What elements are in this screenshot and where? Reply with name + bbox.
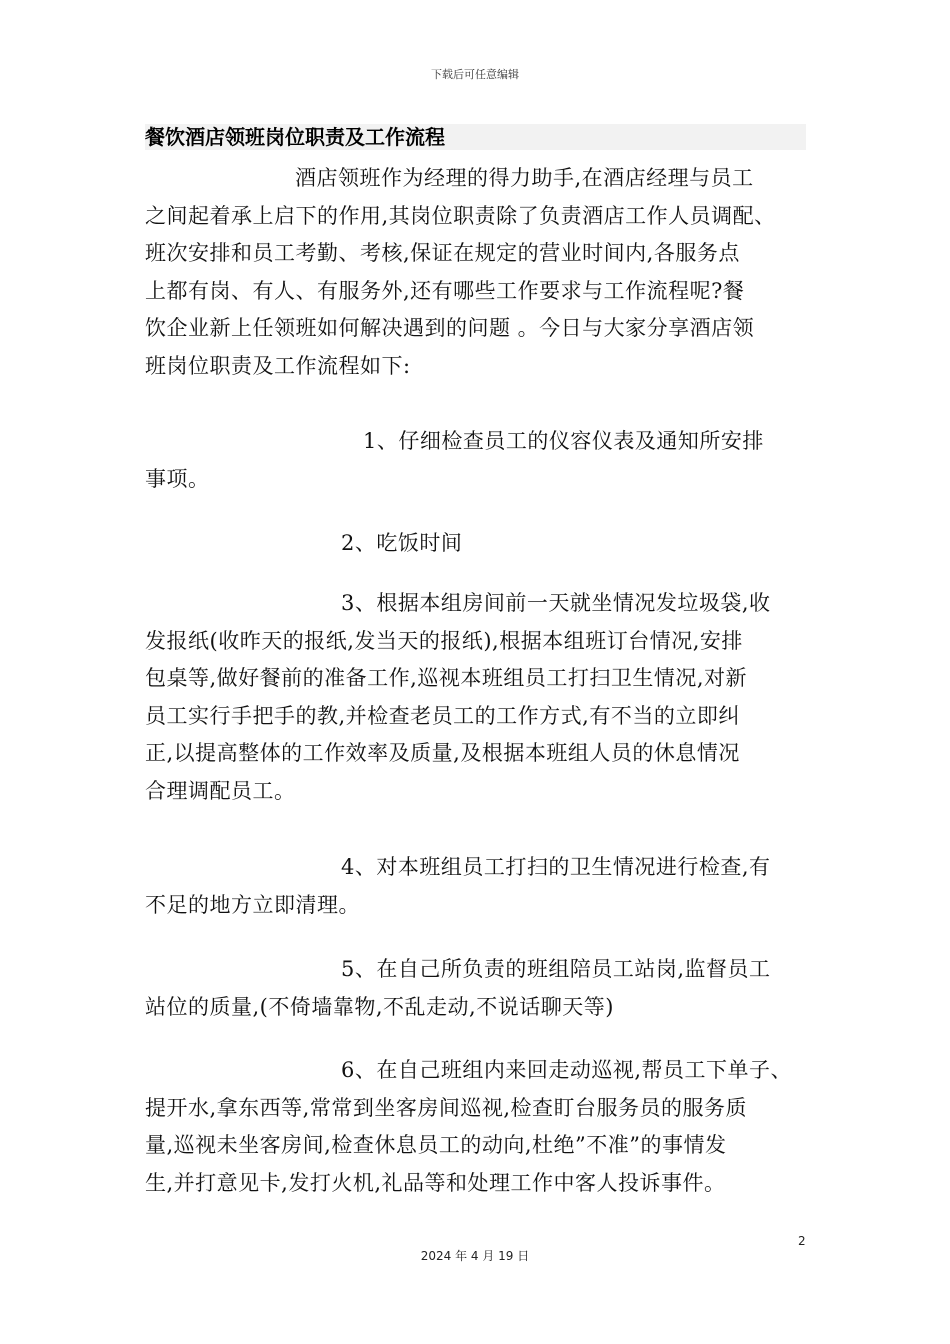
- intro-line: 班岗位职责及工作流程如下:: [145, 353, 411, 378]
- list-item-line: 发报纸(收昨天的报纸,发当天的报纸),根据本组班订台情况,安排: [145, 628, 743, 653]
- list-item-1: [145, 423, 835, 498]
- list-item-2: [145, 525, 835, 563]
- list-item-6: [145, 1052, 835, 1202]
- list-item-line: 合理调配员工。: [145, 778, 296, 803]
- list-item-line: 5、在自己所负责的班组陪员工站岗,监督员工: [341, 957, 771, 981]
- page-header: 下载后可任意编辑: [431, 68, 519, 81]
- intro-paragraph: [145, 160, 835, 385]
- intro-line: 班次安排和员工考勤、考核,保证在规定的营业时间内,各服务点: [145, 241, 740, 265]
- list-item-line: 6、在自己班组内来回走动巡视,帮员工下单子、: [341, 1058, 793, 1082]
- list-item-line: 4、对本班组员工打扫的卫生情况进行检查,有: [341, 855, 771, 879]
- document-title: 餐饮酒店领班岗位职责及工作流程: [145, 125, 445, 149]
- list-item-line: 量,巡视未坐客房间,检查休息员工的动向,杜绝”不准”的事情发: [145, 1133, 727, 1157]
- list-item-line: 3、根据本组房间前一天就坐情况发垃圾袋,收: [341, 591, 771, 615]
- list-item-line: 事项。: [145, 466, 210, 491]
- list-item-5: [145, 951, 835, 1026]
- intro-line: 酒店领班作为经理的得力助手,在酒店经理与员工: [295, 166, 754, 190]
- list-item-line: 1、仔细检查员工的仪容仪表及通知所安排: [363, 429, 764, 453]
- page-number: 2: [798, 1234, 806, 1248]
- list-item-line: 提开水,拿东西等,常常到坐客房间巡视,检查盯台服务员的服务质: [145, 1095, 748, 1120]
- intro-line: 之间起着承上启下的作用,其岗位职责除了负责酒店工作人员调配、: [145, 203, 776, 228]
- list-item-3: [145, 585, 835, 810]
- list-item-line: 正,以提高整体的工作效率及质量,及根据本班组人员的休息情况: [145, 741, 740, 765]
- list-item-line: 站位的质量,(不倚墙靠物,不乱走动,不说话聊天等): [145, 994, 614, 1019]
- list-item-line: 2、吃饭时间: [341, 531, 463, 555]
- list-item-line: 不足的地方立即清理。: [145, 892, 360, 917]
- intro-line: 上都有岗、有人、有服务外,还有哪些工作要求与工作流程呢?餐: [145, 278, 745, 303]
- footer-date: 2024 年 4 月 19 日: [420, 1249, 530, 1263]
- list-item-4: [145, 849, 835, 924]
- list-item-line: 员工实行手把手的教,并检查老员工的工作方式,有不当的立即纠: [145, 703, 740, 728]
- intro-line: 饮企业新上任领班如何解决遇到的问题 。今日与大家分享酒店领: [145, 316, 755, 340]
- list-item-line: 包桌等,做好餐前的准备工作,巡视本班组员工打扫卫生情况,对新: [145, 666, 748, 690]
- list-item-line: 生,并打意见卡,发打火机,礼品等和处理工作中客人投诉事件。: [145, 1170, 726, 1195]
